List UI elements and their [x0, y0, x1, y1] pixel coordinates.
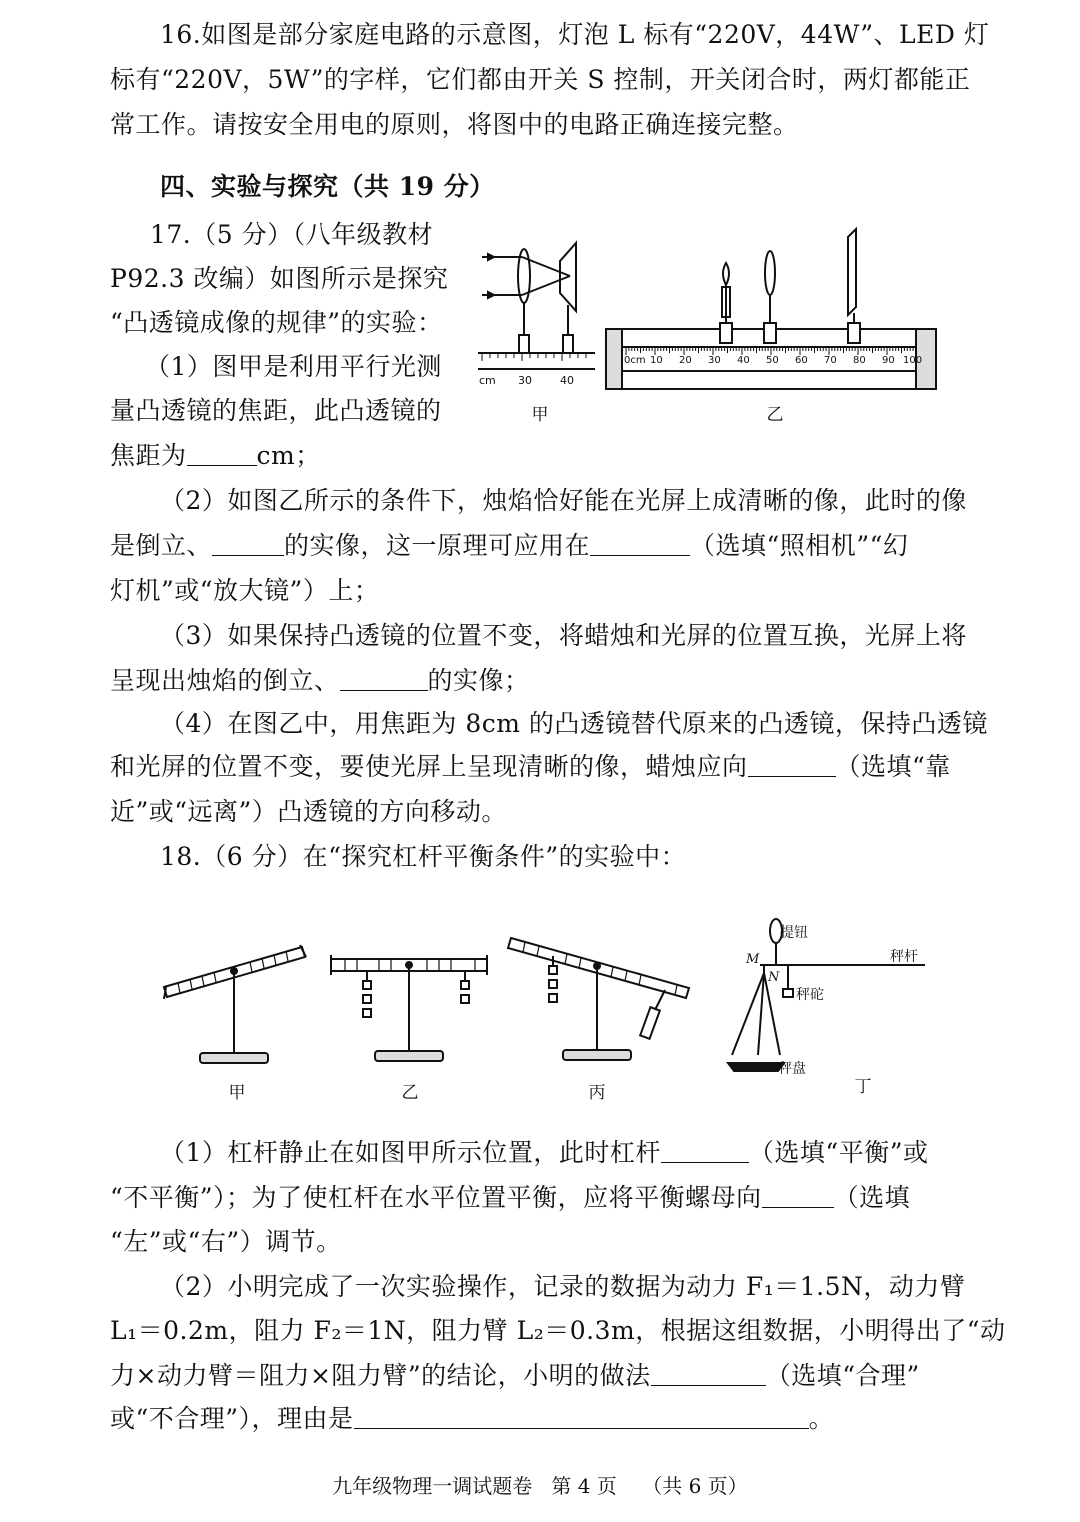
answer-blank-reasonable[interactable]	[651, 1363, 766, 1386]
ruler-small-label: 40	[560, 374, 574, 387]
ruler-big-label: 30	[708, 355, 721, 366]
q18-p2-text2: （选填“合理”	[765, 1361, 920, 1390]
q18-p2-line1: （2）小明完成了一次实验操作，记录的数据为动力 F₁＝1.5N，动力臂	[160, 1272, 966, 1301]
q18-p2-line3	[110, 1361, 920, 1391]
q17-p4-line1: （4）在图乙中，用焦距为 8cm 的凸透镜替代原来的凸透镜，保持凸透镜	[160, 709, 988, 738]
answer-blank-nut-direction[interactable]	[762, 1185, 834, 1208]
ruler-small-label: 30	[518, 374, 532, 387]
q17-p4-text1: 和光屏的位置不变，要使光屏上呈现清晰的像，蜡烛应向	[110, 752, 748, 781]
q17-line2: P92.3 改编）如图所示是探究	[110, 264, 449, 293]
q17-line1: 17.（5 分）（八年级教材	[150, 220, 434, 249]
q17-p2-text1: 是倒立、	[110, 531, 213, 560]
figure-18-ding-caption: 丁	[854, 1077, 872, 1097]
q17-p2-text3: （选填“照相机”“幻	[690, 531, 909, 560]
answer-blank-image-size[interactable]	[212, 533, 284, 556]
q18-p1-text4: （选填	[833, 1183, 911, 1212]
q18-p1-text2: （选填“平衡”或	[748, 1138, 929, 1167]
q17-line4: （1）图甲是利用平行光测	[145, 352, 442, 381]
label-n: N	[768, 970, 780, 985]
label-tiniu: 提钮	[780, 925, 808, 941]
q16-line2: 标有“220V，5W”的字样，它们都由开关 S 控制，开关闭合时，两灯都能正	[110, 65, 971, 94]
label-chengtuo: 秤砣	[796, 987, 824, 1003]
figure-17-jia-caption: 甲	[531, 405, 549, 425]
q18-p2-text3: 或“不合理”），理由是	[110, 1404, 354, 1433]
q18-p2-line4	[110, 1404, 834, 1434]
q17-p3-text2: 的实像；	[427, 666, 530, 695]
ruler-small-label: cm	[479, 374, 496, 387]
q17-p2-line3: 灯机”或“放大镜”）上；	[110, 576, 380, 605]
answer-blank-reason[interactable]	[354, 1406, 809, 1429]
figure-17-yi	[598, 225, 943, 405]
q18-p1-line1	[160, 1138, 928, 1168]
ruler-big-label: 10	[650, 355, 663, 366]
figure-18-bing-caption: 丙	[588, 1083, 606, 1103]
q18-p2-line2: L₁＝0.2m，阻力 F₂＝1N，阻力臂 L₂＝0.3m，根据这组数据，小明得出了“动	[110, 1316, 1006, 1345]
page-footer: 九年级物理一调试题卷 第 4 页 （共 6 页）	[332, 1474, 748, 1498]
q18-p1-text3: “不平衡”）；为了使杠杆在水平位置平衡，应将平衡螺母向	[110, 1183, 762, 1212]
q18-p1-text1: （1）杠杆静止在如图甲所示位置，此时杠杆	[160, 1138, 661, 1167]
q17-line6-text: 焦距为	[110, 441, 187, 470]
ruler-big-label: 50	[766, 355, 779, 366]
ruler-big-label: 0cm	[624, 355, 646, 366]
figure-17-yi-caption: 乙	[766, 405, 784, 425]
q17-p3-line1: （3）如果保持凸透镜的位置不变，将蜡烛和光屏的位置互换，光屏上将	[160, 621, 967, 650]
q18-p1-line2	[110, 1183, 910, 1213]
q16-line3: 常工作。请按安全用电的原则，将图中的电路正确连接完整。	[110, 110, 799, 139]
q18-p2-text1: 力×动力臂＝阻力×阻力臂”的结论，小明的做法	[110, 1361, 651, 1390]
q17-line5: 量凸透镜的焦距，此凸透镜的	[110, 396, 442, 425]
section-heading: 四、实验与探究（共 19 分）	[160, 172, 495, 201]
q17-p4-line3: 近”或“远离”）凸透镜的方向移动。	[110, 797, 507, 826]
label-m: M	[746, 952, 760, 967]
q17-p4-line2	[110, 752, 951, 782]
q18-p1-line3: “左”或“右”）调节。	[110, 1227, 342, 1256]
q18-p2-text4: 。	[808, 1404, 835, 1433]
ruler-big-label: 40	[737, 355, 750, 366]
q17-p2-line2	[110, 531, 908, 561]
q17-p3-line2	[110, 666, 530, 696]
q17-p3-text1: 呈现出烛焰的倒立、	[110, 666, 340, 695]
figure-17-jia	[470, 235, 610, 410]
q16-line1: 16.如图是部分家庭电路的示意图，灯泡 L 标有“220V，44W”、LED 灯	[160, 20, 990, 49]
q17-p2-line1: （2）如图乙所示的条件下，烛焰恰好能在光屏上成清晰的像，此时的像	[160, 486, 967, 515]
figure-18-bing	[505, 930, 695, 1070]
q17-line6-unit: cm；	[256, 441, 321, 470]
q17-p2-text2: 的实像，这一原理可应用在	[284, 531, 591, 560]
q17-line6	[110, 441, 321, 471]
ruler-big-label: 90	[882, 355, 895, 366]
ruler-big-label: 80	[853, 355, 866, 366]
answer-blank-candle-direction[interactable]	[748, 754, 836, 777]
q17-line3: “凸透镜成像的规律”的实验：	[110, 308, 443, 337]
ruler-big-label: 100	[903, 355, 923, 366]
answer-blank-focal-length[interactable]	[187, 443, 257, 466]
figure-18-jia-caption: 甲	[228, 1083, 246, 1103]
figure-18-ding	[720, 915, 930, 1080]
answer-blank-balance-state[interactable]	[661, 1140, 749, 1163]
ruler-small-labels	[479, 374, 574, 387]
q18-line1: 18.（6 分）在“探究杠杆平衡条件”的实验中：	[160, 842, 687, 871]
label-chengpan: 秤盘	[778, 1061, 806, 1077]
ruler-big-label: 60	[795, 355, 808, 366]
answer-blank-swapped-image[interactable]	[340, 668, 428, 691]
ruler-big-label: 70	[824, 355, 837, 366]
figure-18-jia	[160, 935, 310, 1070]
ruler-big-label: 20	[679, 355, 692, 366]
figure-18-yi-caption: 乙	[401, 1083, 419, 1103]
figure-18-yi	[325, 945, 495, 1070]
label-chenggan: 秤杆	[890, 949, 918, 965]
q17-p4-text2: （选填“靠	[835, 752, 951, 781]
answer-blank-application[interactable]	[590, 533, 690, 556]
